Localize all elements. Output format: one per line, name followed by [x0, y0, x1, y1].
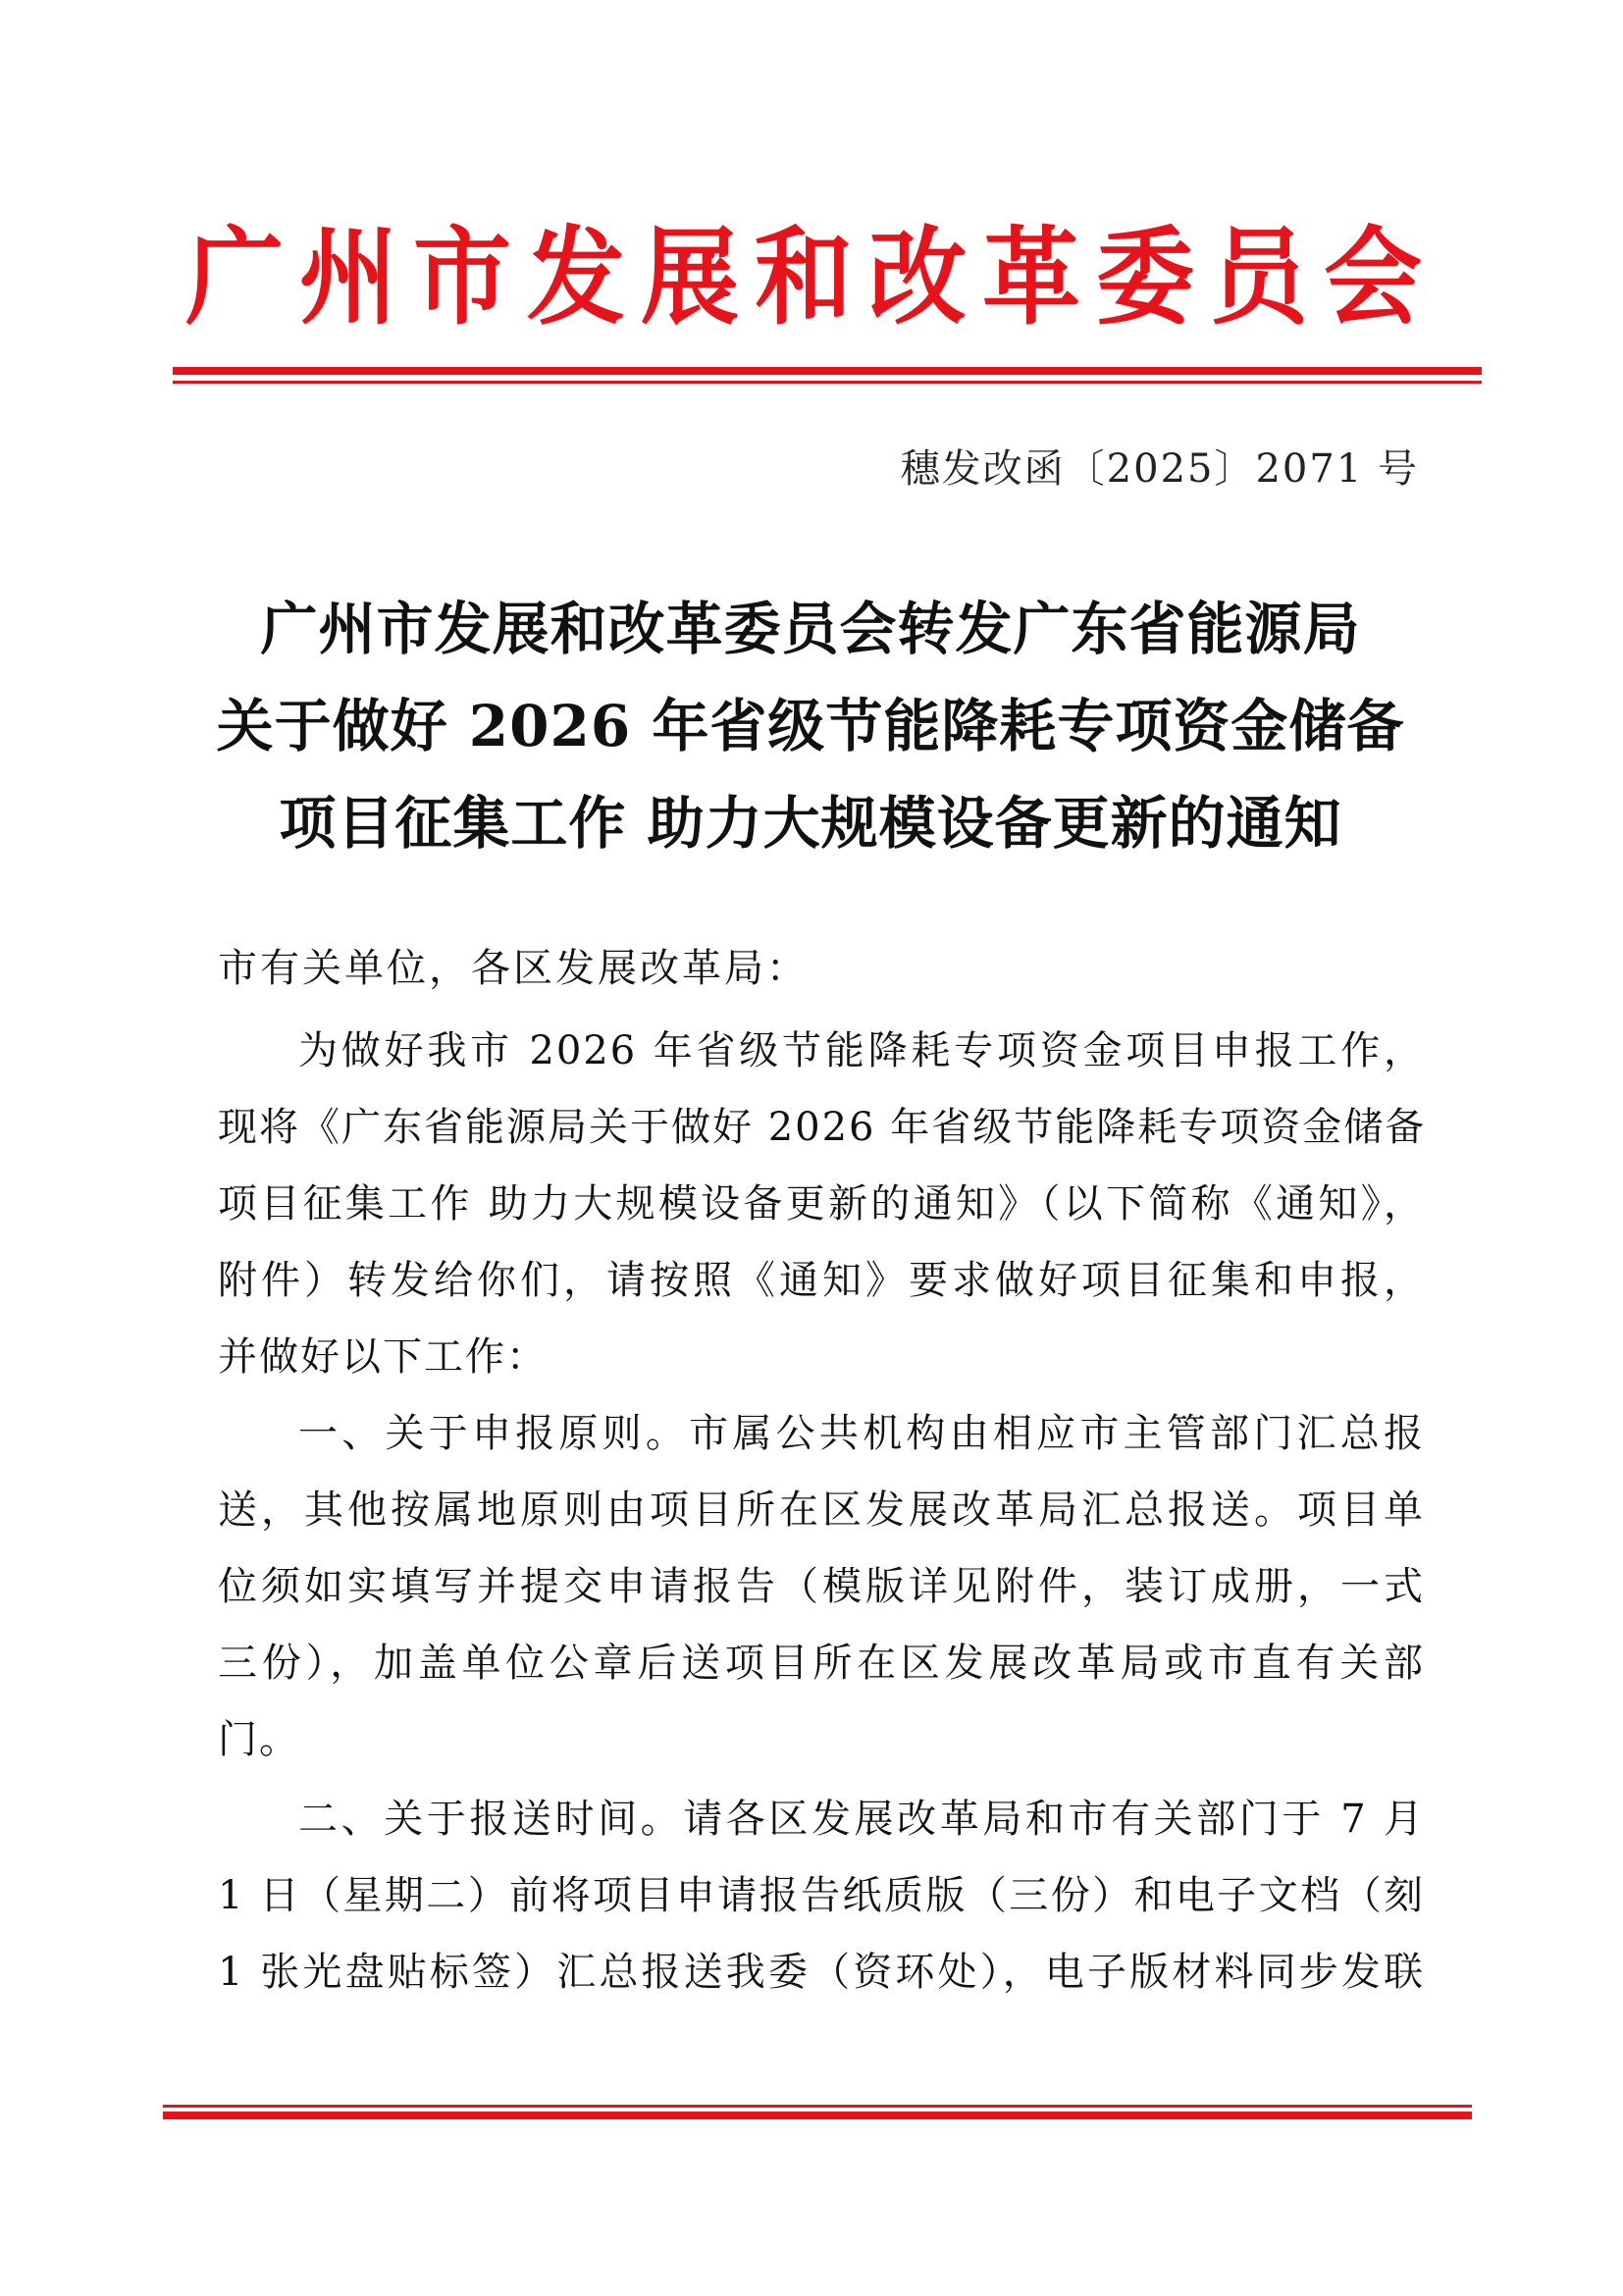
paragraph-2-line-5: 门。 [218, 1717, 300, 1762]
paragraph-2-line-3: 位须如实填写并提交申请报告（模版详见附件，装订成册，一式 [218, 1564, 1425, 1609]
title-line-3: 项目征集工作 助力大规模设备更新的通知 [279, 790, 1342, 857]
masthead-red-rule-thin [173, 381, 1482, 384]
paragraph-3-line-2: 1 日（星期二）前将项目申请报告纸质版（三份）和电子文档（刻 [218, 1873, 1425, 1918]
footer-red-rule-thin [163, 2105, 1472, 2108]
salutation: 市有关单位，各区发展改革局： [218, 946, 809, 991]
paragraph-3-line-1: 二、关于报送时间。请各区发展改革局和市有关部门于 7 月 [298, 1797, 1425, 1842]
document-title [173, 581, 1448, 872]
title-line-1: 广州市发展和改革委员会转发广东省能源局 [260, 596, 1361, 662]
masthead-red-rule-thick [173, 367, 1482, 375]
paragraph-1-line-4: 附件）转发给你们，请按照《通知》要求做好项目征集和申报， [218, 1258, 1425, 1303]
title-line-2: 关于做好 2026 年省级节能降耗专项资金储备 [216, 693, 1405, 759]
paragraph-3-line-3: 1 张光盘贴标签）汇总报送我委（资环处），电子版材料同步发联 [218, 1950, 1425, 1995]
paragraph-1-line-1: 为做好我市 2026 年省级节能降耗专项资金项目申报工作， [298, 1028, 1425, 1073]
footer-red-rule-thick [163, 2112, 1472, 2119]
paragraph-1-line-2: 现将《广东省能源局关于做好 2026 年省级节能降耗专项资金储备 [218, 1105, 1427, 1150]
paragraph-2-line-4: 三份），加盖单位公章后送项目所在区发展改革局或市直有关部 [218, 1641, 1425, 1686]
issuing-authority-masthead: 广州市发展和改革委员会 [185, 214, 1438, 339]
paragraph-1-line-3: 项目征集工作 助力大规模设备更新的通知》（以下简称《通知》， [218, 1181, 1425, 1226]
document-number: 穗发改函〔2025〕2071 号 [900, 446, 1419, 492]
paragraph-1-line-5: 并做好以下工作： [218, 1334, 548, 1380]
paragraph-2-line-1: 一、关于申报原则。市属公共机构由相应市主管部门汇总报 [298, 1411, 1425, 1456]
document-body [218, 1013, 1425, 2010]
paragraph-2-line-2: 送，其他按属地原则由项目所在区发展改革局汇总报送。项目单 [218, 1487, 1425, 1533]
